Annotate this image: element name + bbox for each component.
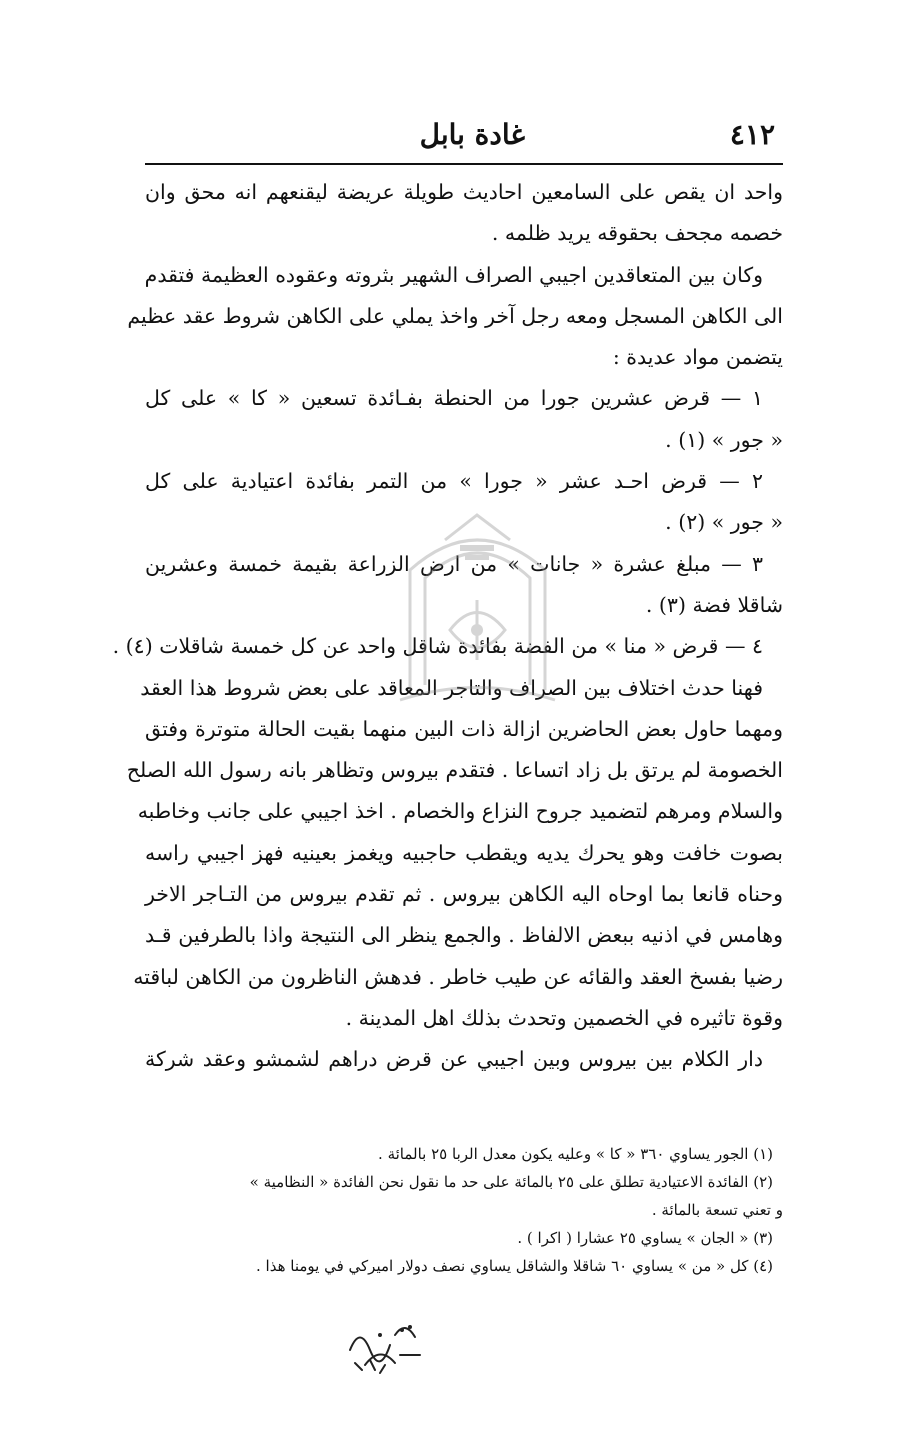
text-line: والسلام ومرهم لتضميد جروح النزاع والخصام . اخذ اجيبي على جانب وخاطبه [137,799,783,824]
text-line: رضيا بفسخ العقد والقائه عن طيب خاطر . فدهش الناظرون من الكاهن لباقته [133,964,783,989]
footnotes [145,1140,783,1280]
text-line: شاقلا فضة (٣) . [645,592,783,617]
text-line: ١ — قرض عشرين جورا من الحنطة بفـائدة تسعين « كا » على كل [145,386,763,411]
text-line: ومهما حاول بعض الحاضرين ازالة ذات البين منهما بقيت الحالة متوترة وفتق [145,716,783,741]
text-line: وهامس في اذنيه ببعض الالفاظ . والجمع ينظر الى النتيجة واذا بالطرفين قـد [145,923,783,948]
text-line: « جور » (٢) . [665,510,783,535]
text-line: وكان بين المتعاقدين اجيبي الصراف الشهير بثروته وعقوده العظيمة فتقدم [144,262,763,287]
footnote-line: (٢) الفائدة الاعتيادية تطلق على ٢٥ بالمائة على حد ما نقول نحن الفائدة « النظامية » [249,1173,773,1191]
header-rule [145,163,783,165]
footnote-line: و تعني تسعة بالمائة . [651,1201,783,1219]
footnote-line: (١) الجور يساوي ٣٦٠ « كا » وعليه يكون معدل الربا ٢٥ بالمائة . [378,1145,773,1163]
text-line: الى الكاهن المسجل ومعه رجل آخر واخذ يملي على الكاهن شروط عقد عظيم [127,303,783,328]
text-line: بصوت خافت وهو يحرك يديه ويقطب حاجبيه ويغمز بعينيه فهز اجيبي راسه [145,840,783,865]
text-line: دار الكلام بين بيروس وبين اجيبي عن قرض دراهم لشمشو وعقد شركة [145,1047,763,1072]
page-number: ٤١٢ [729,118,775,151]
text-line: وقوة تاثيره في الخصمين وتحدث بذلك اهل المدينة . [345,1005,783,1030]
text-line: يتضمن مواد عديدة : [612,345,783,370]
text-line: ٢ — قرض احـد عشر « جورا » من التمر بفائدة اعتيادية على كل [145,469,763,494]
text-line: الخصومة لم يرتق بل زاد اتساعا . فتقدم بيروس وتظاهر بانه رسول الله الصلح [126,758,783,783]
page-header [150,112,775,156]
footnote-line: (٣) « الجان » يساوي ٢٥ عشارا ( اكرا ) . [517,1229,773,1247]
text-line: واحد ان يقص على السامعين احاديث طويلة عريضة ليقنعهم انه محق وان [145,180,783,204]
text-line: خصمه مجحف بحقوقه يريد ظلمه . [491,221,783,246]
text-line: وحناه قانعا بما اوحاه اليه الكاهن بيروس . ثم تقدم بيروس من التـاجر الاخر [145,882,783,907]
main-text [112,172,783,1081]
text-line: « جور » (١) . [665,427,783,452]
handwritten-signature-icon [340,1315,430,1375]
text-line: ٤ — قرض « منا » من الفضة بفائدة شاقل واحد عن كل خمسة شاقلات (٤) . [112,634,763,659]
text-line: ٣ — مبلغ عشرة « جانات » من ارض الزراعة بقيمة خمسة وعشرين [145,551,763,576]
running-title: غادة بابل [419,118,525,151]
footnote-line: (٤) كل « من » يساوي ٦٠ شاقلا والشاقل يساوي نصف دولار اميركي في يومنا هذا . [256,1257,773,1275]
text-line: فهنا حدث اختلاف بين الصراف والتاجر المعاقد على بعض شروط هذا العقد [140,675,763,700]
